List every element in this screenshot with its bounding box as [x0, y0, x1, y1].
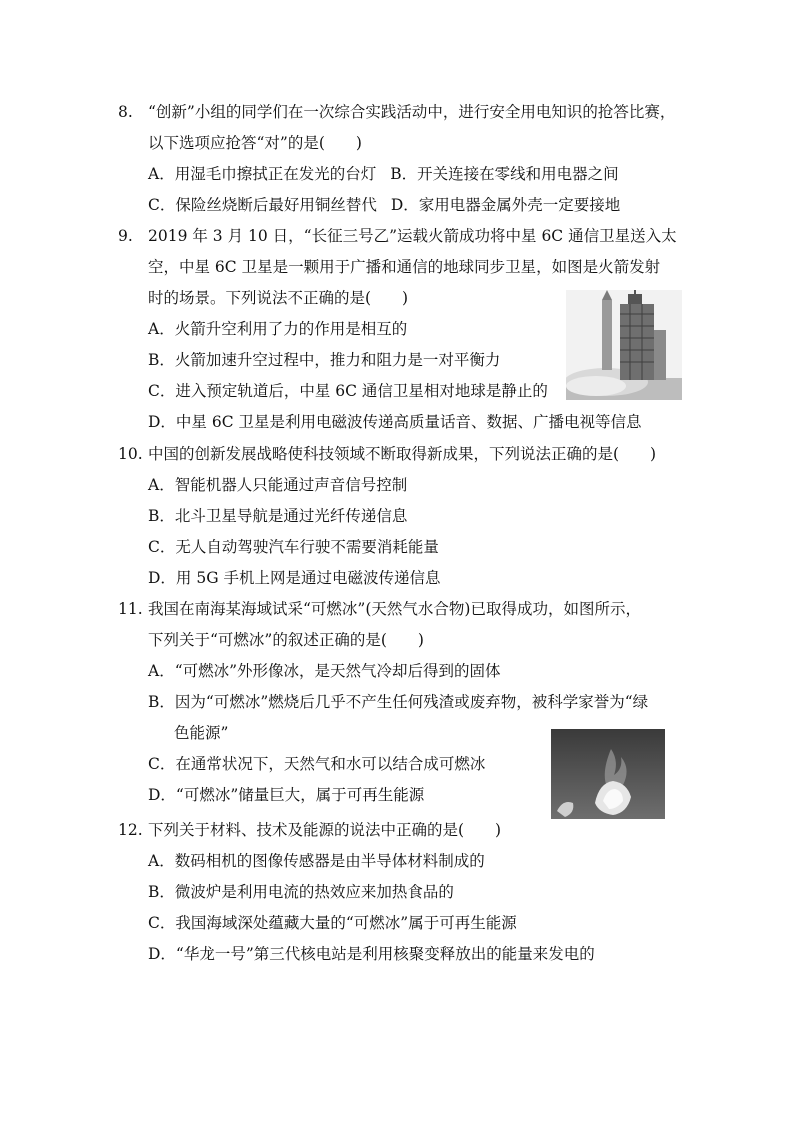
question-number: 12.	[118, 821, 143, 839]
question-number: 9.	[118, 227, 133, 245]
option-b: B．微波炉是利用电流的热效应来加热食品的	[148, 883, 454, 901]
option-d: D．家用电器金属外壳一定要接地	[390, 196, 621, 214]
option-c: C．在通常状况下，天然气和水可以结合成可燃冰	[148, 755, 486, 773]
rocket-launch-image	[566, 290, 682, 400]
question-8	[118, 97, 688, 221]
question-9-stem-cont: 空，中星 6C 卫星是一颗用于广播和通信的地球同步卫星，如图是火箭发射	[148, 258, 661, 276]
option-b: B．火箭加速升空过程中，推力和阻力是一对平衡力	[148, 351, 501, 369]
combustible-ice-image	[551, 729, 665, 819]
question-9-stem-cont2: 时的场景。下列说法不正确的是( )	[148, 289, 409, 307]
question-12-stem: 12. 下列关于材料、技术及能源的说法中正确的是( )	[118, 815, 688, 846]
option-d: D．“可燃冰”储量巨大，属于可再生能源	[148, 786, 425, 804]
question-8-stem: 8. “创新”小组的同学们在一次综合实践活动中，进行安全用电知识的抢答比赛，	[118, 97, 688, 128]
question-10	[118, 439, 688, 594]
option-b: B．开关连接在零线和用电器之间	[390, 165, 619, 183]
question-12	[118, 815, 688, 970]
option-c: C．我国海域深处蕴藏大量的“可燃冰”属于可再生能源	[148, 914, 517, 932]
option-c: C．保险丝烧断后最好用铜丝替代	[148, 196, 377, 214]
question-8-options-cd	[118, 190, 688, 221]
question-9-stem: 9. 2019 年 3 月 10 日，“长征三号乙”运载火箭成功将中星 6C 通信卫星送入太	[118, 221, 688, 252]
question-8-options-ab	[118, 159, 688, 190]
option-c: C．进入预定轨道后，中星 6C 通信卫星相对地球是静止的	[148, 382, 548, 400]
question-11-stem-cont: 下列关于“可燃冰”的叙述正确的是( )	[148, 631, 424, 649]
question-number: 8.	[118, 103, 133, 121]
question-8-stem-cont: 以下选项应抢答“对”的是( )	[148, 134, 362, 152]
option-d: D．用 5G 手机上网是通过电磁波传递信息	[148, 569, 441, 587]
option-c: C．无人自动驾驶汽车行驶不需要消耗能量	[148, 538, 439, 556]
question-10-stem: 10. 中国的创新发展战略使科技领域不断取得新成果，下列说法正确的是( )	[118, 439, 688, 470]
option-a: A．智能机器人只能通过声音信号控制	[148, 476, 408, 494]
option-a: A．“可燃冰”外形像冰，是天然气冷却后得到的固体	[148, 662, 501, 680]
question-number: 11.	[118, 600, 143, 618]
option-a: A．数码相机的图像传感器是由半导体材料制成的	[148, 852, 485, 870]
option-d: D．“华龙一号”第三代核电站是利用核聚变释放出的能量来发电的	[148, 945, 595, 963]
option-d: D．中星 6C 卫星是利用电磁波传递高质量话音、数据、广播电视等信息	[148, 413, 642, 431]
question-11-stem: 11. 我国在南海某海域试采“可燃冰”(天然气水合物)已取得成功，如图所示，	[118, 594, 688, 625]
option-b: B．北斗卫星导航是通过光纤传递信息	[148, 507, 408, 525]
option-a: A．火箭升空利用了力的作用是相互的	[148, 320, 408, 338]
option-a: A．用湿毛巾擦拭正在发光的台灯	[148, 165, 377, 183]
option-b: B．因为“可燃冰”燃烧后几乎不产生任何残渣或废弃物，被科学家誉为“绿	[148, 693, 649, 711]
option-b-cont: 色能源”	[174, 724, 229, 742]
question-number: 10.	[118, 445, 143, 463]
